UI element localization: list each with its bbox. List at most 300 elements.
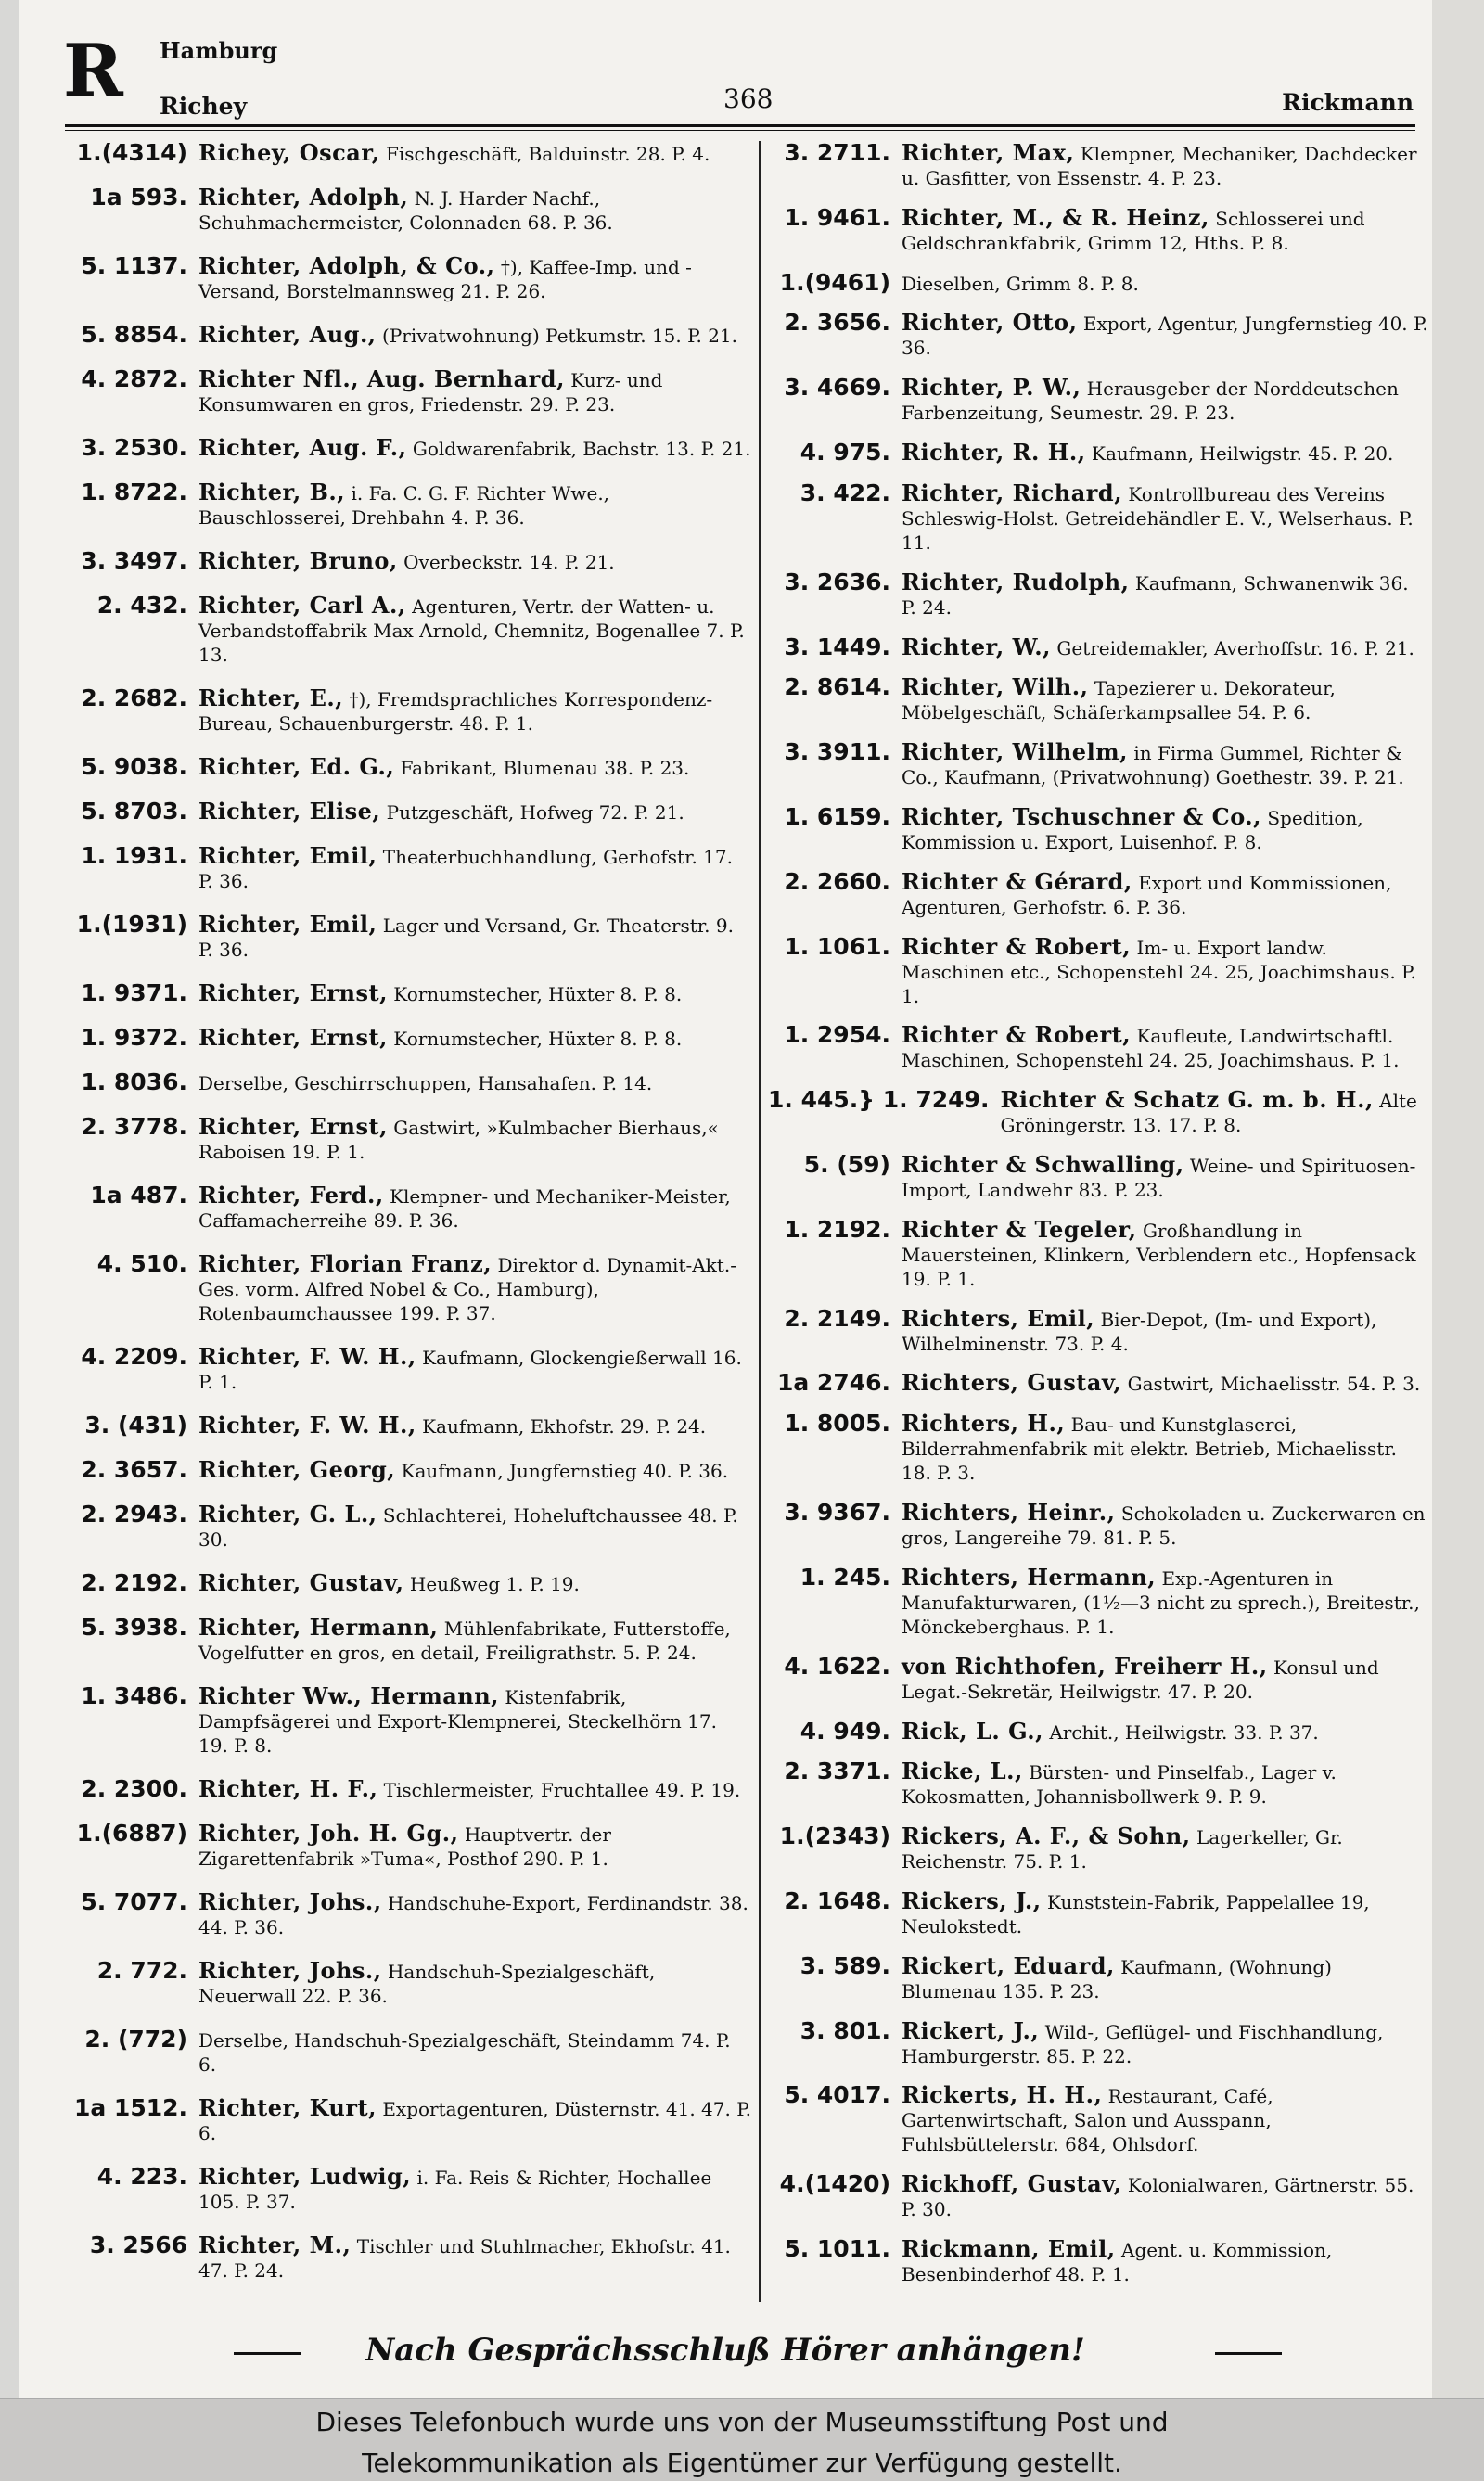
phone-number: 1. 8036.: [81, 1068, 187, 1095]
entry-body: [902, 1951, 1428, 2003]
directory-entry: [65, 1413, 751, 1439]
directory-entry: [65, 141, 751, 166]
subscriber-name: Richter Nfl., Aug. Bernhard,: [198, 365, 565, 392]
subscriber-details: Spedition, Kommission u. Export, Luisenhof. P. 8.: [902, 806, 1363, 853]
phone-number: 2. 772.: [96, 1957, 187, 1984]
subscriber-name: Richters, Hermann,: [902, 1563, 1157, 1591]
entry-body: [902, 1886, 1428, 1938]
phone-number: 1. 1931.: [81, 842, 187, 869]
directory-entry: [768, 1088, 1428, 1137]
directory-entry: [768, 1501, 1428, 1550]
phone-number: 1. 9372.: [81, 1024, 187, 1051]
subscriber-name: Richter, Kurt,: [198, 2094, 377, 2121]
subscriber-name: Richter, Max,: [902, 141, 1075, 166]
entry-body: [198, 367, 751, 416]
subscriber-name: Richter, F. W. H.,: [198, 1412, 416, 1439]
subscriber-name: Richter Ww., Hermann,: [198, 1682, 500, 1709]
entry-body: [902, 311, 1428, 360]
left-column: [65, 141, 751, 2302]
phone-number: 1. 8005.: [784, 1410, 890, 1438]
subscriber-name: Richter, Adolph, & Co.,: [198, 252, 495, 279]
phone-number: 1. 245.: [800, 1563, 890, 1591]
phone-number: 5. 7077.: [81, 1888, 187, 1915]
subscriber-details: Archit., Heilwigstr. 33. P. 37.: [1049, 1720, 1319, 1744]
subscriber-details: †), Kaffee-Imp. und -Versand, Borstelmannsweg 21. P. 26.: [198, 256, 692, 302]
entry-body: [198, 141, 751, 166]
subscriber-details: Schokoladen u. Zuckerwaren en gros, Langereihe 79. 81. P. 5.: [902, 1503, 1426, 1550]
subscriber-name: Richter, Adolph,: [198, 184, 409, 211]
phone-number: 5. (59): [803, 1151, 890, 1178]
subscriber-details: Handschuh-Spezialgeschäft, Neuerwall 22. P. 36.: [198, 1961, 656, 2007]
subscriber-name: Richter, Florian Franz,: [198, 1250, 493, 1277]
phone-number: 5. 1137.: [81, 252, 187, 279]
phone-number: 3. 2530.: [81, 434, 187, 461]
entry-body: [902, 740, 1428, 789]
subscriber-details: Kaufmann, (Wohnung) Blumenau 135. P. 23.: [902, 1955, 1332, 2002]
phone-number: 4. 949.: [800, 1717, 890, 1745]
subscriber-name: Richter, Richard,: [902, 479, 1123, 506]
subscriber-name: Richters, Heinr.,: [902, 1499, 1116, 1527]
subscriber-name: Richey, Oscar,: [198, 141, 380, 166]
subscriber-name: Richter, B.,: [198, 479, 346, 505]
subscriber-details: Heußweg 1. P. 19.: [409, 1573, 580, 1595]
entry-body: [198, 686, 751, 735]
entry-body: [198, 1503, 751, 1552]
directory-entry: [65, 1345, 751, 1394]
entry-body: [198, 185, 751, 235]
directory-entry: [768, 203, 1428, 255]
subscriber-details: Klempner- und Mechaniker-Meister, Caffamacherreihe 89. P. 36.: [198, 1185, 731, 1232]
entry-body: [198, 1959, 751, 2008]
subscriber-details: Direktor d. Dynamit-Akt.-Ges. vorm. Alfred Nobel & Co., Hamburg), Rotenbaumchaussee 199. P. 37.: [198, 1254, 736, 1324]
directory-entry: [768, 1824, 1428, 1874]
subscriber-details: Tapezierer u. Dekorateur, Möbelgeschäft, Schäferkampsallee 54. P. 6.: [902, 677, 1336, 724]
subscriber-name: Richters, Gustav,: [902, 1369, 1122, 1397]
subscriber-details: Fischgeschäft, Balduinstr. 28. P. 4.: [385, 143, 710, 165]
phone-number: 5. 9038.: [81, 753, 187, 780]
subscriber-name: Richter, Hermann,: [198, 1614, 439, 1641]
subscriber-name: Richters, Emil,: [902, 1304, 1095, 1332]
subscriber-details: Im- u. Export landw. Maschinen etc., Schopenstehl 24. 25, Joachimshaus. P. 1.: [902, 936, 1416, 1007]
phone-number: 2. (772): [84, 2026, 187, 2053]
subscriber-name: Richter, Emil,: [198, 911, 377, 938]
subscriber-details: Herausgeber der Norddeutschen Farbenzeitung, Seumestr. 29. P. 23.: [902, 377, 1399, 425]
subscriber-name: Richter, Ernst,: [198, 979, 388, 1006]
phone-number: 1. 1061.: [784, 932, 890, 960]
subscriber-name: Rickert, Eduard,: [902, 1951, 1115, 1979]
directory-entry: [65, 323, 751, 348]
directory-entry: [65, 185, 751, 235]
subscriber-name: Richter, Bruno,: [198, 547, 398, 574]
subscriber-details: Theaterbuchhandlung, Gerhofstr. 17. P. 36.: [198, 846, 733, 892]
entry-body: [198, 323, 751, 348]
subscriber-name: Richter & Gérard,: [902, 867, 1132, 895]
directory-entry: [768, 1412, 1428, 1485]
phone-number: 1. 2192.: [784, 1215, 890, 1243]
phone-number: 3. 2711.: [784, 141, 890, 166]
phone-number: 2. 3656.: [784, 309, 890, 337]
phone-number: 3. (431): [84, 1412, 187, 1439]
directory-entry: [768, 1951, 1428, 2003]
first-entry-guideword: Richey: [160, 93, 248, 120]
subscriber-name: Richter, Wilhelm,: [902, 738, 1128, 766]
entry-body: [902, 1153, 1428, 1202]
subscriber-name: Rickmann, Emil,: [902, 2235, 1116, 2262]
column-divider: [759, 141, 761, 2302]
phone-number: 2. 2300.: [81, 1775, 187, 1802]
phone-number: 5. 8703.: [81, 798, 187, 825]
entry-body: [198, 1890, 751, 1939]
subscriber-details: N. J. Harder Nachf., Schuhmachermeister, Colonnaden 68. P. 36.: [198, 187, 613, 234]
subscriber-details: Fabrikant, Blumenau 38. P. 23.: [400, 757, 690, 779]
entry-body: [902, 867, 1428, 919]
subscriber-name: Richter & Tegeler,: [902, 1215, 1137, 1243]
phone-number: 4.(1420): [779, 2170, 890, 2198]
subscriber-details: Klempner, Mechaniker, Dachdecker u. Gasfitter, von Essenstr. 4. P. 23.: [902, 143, 1417, 189]
subscriber-name: Richter, H. F.,: [198, 1775, 378, 1802]
subscriber-details: Overbeckstr. 14. P. 21.: [403, 551, 615, 573]
footer-dash-right: [1215, 2352, 1282, 2355]
phone-number: 3. 422.: [800, 479, 890, 506]
directory-entry: [65, 254, 751, 303]
entry-body: [198, 1571, 751, 1596]
directory-entry: [768, 932, 1428, 1008]
subscriber-details: Dieselben, Grimm 8. P. 8.: [902, 272, 1139, 295]
directory-entry: [768, 1153, 1428, 1202]
subscriber-details: Agenturen, Vertr. der Watten- u. Verbandstoffabrik Max Arnold, Chemnitz, Bogenallee 7. P. 13.: [198, 595, 745, 666]
entry-body: [198, 755, 751, 780]
entry-body: [902, 1412, 1428, 1485]
subscriber-name: Richter, P. W.,: [902, 374, 1081, 402]
subscriber-name: Richter, M.,: [198, 2232, 352, 2258]
phone-number: 1a 487.: [90, 1182, 187, 1209]
directory-entry: [65, 844, 751, 893]
subscriber-name: Richter, Georg,: [198, 1456, 396, 1483]
subscriber-details: Schlosserei und Geldschrankfabrik, Grimm 12, Hths. P. 8.: [902, 207, 1365, 254]
directory-entry: [65, 799, 751, 825]
directory-entry: [65, 436, 751, 461]
phone-number: 2. 3778.: [81, 1113, 187, 1140]
entry-body: [198, 2027, 751, 2077]
directory-entry: [768, 740, 1428, 789]
directory-entry: [65, 755, 751, 780]
subscriber-name: Richter, Ludwig,: [198, 2163, 412, 2190]
directory-entry: [768, 635, 1428, 660]
entry-body: [198, 480, 751, 530]
directory-entry: [65, 1183, 751, 1233]
subscriber-name: Richter, Wilh.,: [902, 673, 1089, 701]
phone-number: 4. 2209.: [81, 1343, 187, 1370]
directory-entry: [768, 2016, 1428, 2068]
entry-body: [902, 1371, 1428, 1396]
entry-body: [902, 1563, 1428, 1639]
subscriber-details: Schlachterei, Hoheluftchaussee 48. P. 30.: [198, 1504, 738, 1551]
subscriber-details: Agent. u. Kommission, Besenbinderhof 48. P. 1.: [902, 2239, 1333, 2285]
entry-body: [902, 1717, 1428, 1745]
subscriber-details: Derselbe, Handschuh-Spezialgeschäft, Steindamm 74. P. 6.: [198, 2029, 731, 2076]
subscriber-name: Richter & Robert,: [902, 1021, 1132, 1049]
city-name: Hamburg: [160, 37, 278, 64]
entry-body: [198, 981, 751, 1006]
entry-body: [902, 2237, 1428, 2286]
entry-body: [902, 635, 1428, 660]
phone-number: 3. 2566: [89, 2232, 187, 2258]
entry-body: [198, 1252, 751, 1325]
entry-body: [902, 1824, 1428, 1874]
entry-body: [198, 1413, 751, 1439]
subscriber-name: Richter, Aug. F.,: [198, 434, 407, 461]
subscriber-details: Hauptvertr. der Zigarettenfabrik »Tuma«, Posthof 290. P. 1.: [198, 1823, 611, 1870]
directory-entry: [65, 1959, 751, 2008]
subscriber-name: Richter, Elise,: [198, 798, 381, 825]
entry-body: [902, 271, 1428, 296]
subscriber-details: Handschuhe-Export, Ferdinandstr. 38. 44. P. 36.: [198, 1892, 748, 1938]
entry-body: [902, 1759, 1428, 1809]
directory-entry: [768, 867, 1428, 919]
directory-entry: [65, 1115, 751, 1164]
subscriber-details: Goldwarenfabrik, Bachstr. 13. P. 21.: [412, 438, 751, 460]
directory-entry: [768, 2172, 1428, 2221]
directory-entry: [65, 1026, 751, 1051]
subscriber-name: Richter, G. L.,: [198, 1501, 377, 1528]
right-column: [768, 141, 1428, 2302]
subscriber-details: Getreidemakler, Averhoffstr. 16. P. 21.: [1056, 636, 1414, 659]
subscriber-name: Richter & Robert,: [902, 932, 1132, 960]
directory-entry: [65, 1890, 751, 1939]
entry-body: [198, 844, 751, 893]
scan-margin: [1432, 0, 1484, 2398]
directory-entry: [768, 481, 1428, 555]
subscriber-details: Kolonialwaren, Gärtnerstr. 55. P. 30.: [902, 2174, 1414, 2221]
entry-body: [198, 799, 751, 825]
subscriber-name: Richter, Aug.,: [198, 321, 377, 348]
subscriber-name: Richter, Ed. G.,: [198, 753, 395, 780]
phone-number: 3. 3497.: [81, 547, 187, 574]
subscriber-details: Kaufleute, Landwirtschaftl. Maschinen, Schopenstehl 24. 25, Joachimshaus. P. 1.: [902, 1025, 1400, 1072]
phone-number: 2. 2192.: [81, 1569, 187, 1596]
entry-body: [902, 2083, 1428, 2156]
last-entry-guideword: Rickmann: [1282, 89, 1414, 116]
subscriber-name: Richters, H.,: [902, 1410, 1066, 1438]
directory-entry: [768, 1371, 1428, 1396]
subscriber-details: Kaufmann, Jungfernstieg 40. P. 36.: [401, 1460, 729, 1482]
entry-body: [198, 254, 751, 303]
subscriber-name: Rick, L. G.,: [902, 1717, 1043, 1745]
phone-number: 2. 432.: [96, 592, 187, 619]
subscriber-name: Richter, Johs.,: [198, 1957, 382, 1984]
directory-entry: [65, 2233, 751, 2283]
phone-number: 4. 223.: [96, 2163, 187, 2190]
phone-number: 3. 589.: [800, 1951, 890, 1979]
directory-entry: [65, 1503, 751, 1552]
phone-number: 4. 1622.: [784, 1652, 890, 1680]
directory-entry: [768, 311, 1428, 360]
subscriber-name: Richter, Otto,: [902, 309, 1078, 337]
subscriber-details: Tischlermeister, Fruchtallee 49. P. 19.: [383, 1779, 741, 1801]
phone-number: 2. 1648.: [784, 1886, 890, 1914]
phone-number: 1. 9461.: [784, 203, 890, 231]
entry-body: [198, 1777, 751, 1802]
subscriber-details: Exportagenturen, Düsternstr. 41. 47. P. 6.: [198, 2098, 751, 2144]
entry-body: [902, 570, 1428, 620]
subscriber-details: i. Fa. Reis & Richter, Hochallee 105. P. 37.: [198, 2167, 712, 2213]
directory-entry: [65, 1252, 751, 1325]
header-rule: [65, 124, 1415, 127]
entry-body: [902, 932, 1428, 1008]
directory-entry: [65, 2027, 751, 2077]
entry-body: [902, 1652, 1428, 1704]
directory-entry: [65, 1684, 751, 1758]
subscriber-name: Richter, Carl A.,: [198, 592, 406, 619]
entry-body: [198, 1458, 751, 1483]
directory-entry: [768, 441, 1428, 466]
subscriber-name: Richter, Tschuschner & Co.,: [902, 802, 1261, 830]
entry-body: [198, 1616, 751, 1665]
subscriber-details: Bürsten- und Pinselfab., Lager v. Kokosmatten, Johannisbollwerk 9. P. 9.: [902, 1761, 1337, 1809]
directory-entry: [65, 1458, 751, 1483]
entry-body: [198, 594, 751, 667]
subscriber-details: in Firma Gummel, Richter & Co., Kaufmann, (Privatwohnung) Goethestr. 39. P. 21.: [902, 742, 1404, 789]
phone-number: 3. 3911.: [784, 738, 890, 766]
subscriber-name: Ricke, L.,: [902, 1758, 1023, 1785]
subscriber-name: Richter, Rudolph,: [902, 568, 1130, 595]
subscriber-details: Gastwirt, Michaelisstr. 54. P. 3.: [1127, 1373, 1421, 1396]
phone-number: 1. 445.} 1. 7249.: [768, 1086, 990, 1114]
entry-body: [198, 1822, 751, 1871]
phone-number: 2. 2149.: [784, 1304, 890, 1332]
banner-line-2: Telekommunikation als Eigentümer zur Verfügung gestellt.: [362, 2448, 1122, 2478]
entry-body: [902, 2016, 1428, 2068]
subscriber-name: Richter, Ernst,: [198, 1024, 388, 1051]
phone-number: 3. 801.: [800, 2016, 890, 2044]
subscriber-name: Richter, Ernst,: [198, 1113, 388, 1140]
phone-number: 1. 6159.: [784, 802, 890, 830]
subscriber-details: Großhandlung in Mauersteinen, Klinkern, Verblendern etc., Hopfensack 19. P. 1.: [902, 1219, 1416, 1290]
phone-number: 3. 9367.: [784, 1499, 890, 1527]
entry-body: [902, 481, 1428, 555]
subscriber-details: i. Fa. C. G. F. Richter Wwe., Bauschlosserei, Drehbahn 4. P. 36.: [198, 482, 610, 529]
directory-entry: [768, 1023, 1428, 1072]
entry-body: [198, 1026, 751, 1051]
entry-body: [902, 376, 1428, 425]
entry-body: [198, 913, 751, 962]
entry-body: [198, 2165, 751, 2214]
subscriber-name: Richter, R. H.,: [902, 439, 1086, 467]
page-number: 368: [723, 83, 774, 114]
subscriber-details: (Privatwohnung) Petkumstr. 15. P. 21.: [382, 325, 738, 347]
directory-entry: [768, 268, 1428, 296]
header-rule-thin: [65, 130, 1415, 131]
entry-body: [902, 441, 1428, 466]
subscriber-details: Wild-, Geflügel- und Fischhandlung, Hamburgerstr. 85. P. 22.: [902, 2020, 1384, 2067]
entry-body: [1000, 1088, 1428, 1137]
subscriber-name: von Richthofen, Freiherr H.,: [902, 1652, 1268, 1680]
directory-entry: [768, 675, 1428, 724]
subscriber-details: Kistenfabrik, Dampfsägerei und Export-Klempnerei, Steckelhörn 17. 19. P. 8.: [198, 1686, 717, 1757]
subscriber-name: Richter & Schwalling,: [902, 1151, 1184, 1178]
phone-number: 5. 3938.: [81, 1614, 187, 1641]
entry-body: [902, 1501, 1428, 1550]
directory-entry: [768, 1652, 1428, 1704]
subscriber-name: Rickhoff, Gustav,: [902, 2170, 1122, 2198]
subscriber-details: Weine- und Spirituosen-Import, Landwehr 83. P. 23.: [902, 1155, 1416, 1201]
directory-entry: [65, 1070, 751, 1095]
directory-entry: [65, 1822, 751, 1871]
directory-entry: [768, 1304, 1428, 1356]
footer-slogan: Nach Gesprächsschluß Hörer anhängen!: [365, 2332, 1085, 2369]
directory-entry: [65, 981, 751, 1006]
entry-body: [198, 2096, 751, 2145]
entry-body: [902, 675, 1428, 724]
phone-number: 2. 3371.: [784, 1758, 890, 1785]
subscriber-details: Putzgeschäft, Hofweg 72. P. 21.: [386, 801, 684, 824]
subscriber-details: Konsul und Legat.-Sekretär, Heilwigstr. 47. P. 20.: [902, 1656, 1379, 1703]
entry-body: [198, 1345, 751, 1394]
directory-entry: [65, 1571, 751, 1596]
directory-entry: [65, 913, 751, 962]
directory-entry: [65, 367, 751, 416]
directory-entry: [65, 549, 751, 574]
phone-number: 3. 4669.: [784, 374, 890, 402]
subscriber-details: Kornumstecher, Hüxter 8. P. 8.: [393, 1028, 683, 1050]
subscriber-details: †), Fremdsprachliches Korrespondenz-Bureau, Schauenburgerstr. 48. P. 1.: [198, 688, 713, 735]
entry-body: [198, 1684, 751, 1758]
directory-page: [19, 0, 1432, 2398]
phone-number: 2. 8614.: [784, 673, 890, 701]
subscriber-name: Rickers, A. F., & Sohn,: [902, 1822, 1191, 1850]
entry-body: [902, 141, 1428, 190]
phone-number: 1a 593.: [90, 184, 187, 211]
subscriber-name: Richter, W.,: [902, 633, 1052, 660]
subscriber-details: Derselbe, Geschirrschuppen, Hansahafen. P. 14.: [198, 1072, 653, 1094]
phone-number: 1. 2954.: [784, 1021, 890, 1049]
directory-entry: [768, 141, 1428, 190]
subscriber-details: Restaurant, Café, Gartenwirtschaft, Salon und Ausspann, Fuhlsbüttelerstr. 684, Ohlsdorf.: [902, 2085, 1273, 2156]
subscriber-details: Bier-Depot, (Im- und Export), Wilhelminenstr. 73. P. 4.: [902, 1308, 1377, 1355]
directory-entry: [768, 1215, 1428, 1291]
entry-body: [198, 1115, 751, 1164]
subscriber-details: Lagerkeller, Gr. Reichenstr. 75. P. 1.: [902, 1826, 1343, 1874]
entry-body: [198, 1183, 751, 1233]
section-letter: R: [63, 29, 123, 113]
entry-body: [198, 549, 751, 574]
phone-number: 1a 2746.: [776, 1369, 890, 1397]
subscriber-name: Richter & Schatz G. m. b. H.,: [1000, 1086, 1374, 1114]
phone-number: 1a 1512.: [73, 2094, 187, 2121]
directory-entry: [768, 2083, 1428, 2156]
subscriber-name: Rickert, J.,: [902, 2016, 1040, 2044]
directory-entry: [65, 1777, 751, 1802]
directory-entry: [65, 594, 751, 667]
phone-number: 2. 3657.: [81, 1456, 187, 1483]
subscriber-details: Export, Agentur, Jungfernstieg 40. P. 36.: [902, 313, 1428, 360]
phone-number: 5. 1011.: [784, 2235, 890, 2262]
directory-entry: [65, 1616, 751, 1665]
phone-number: 5. 8854.: [81, 321, 187, 348]
subscriber-name: Richter, Johs.,: [198, 1888, 382, 1915]
phone-number: 4. 510.: [96, 1250, 187, 1277]
subscriber-details: Kaufmann, Glockengießerwall 16. P. 1.: [198, 1347, 742, 1393]
banner-line-1: Dieses Telefonbuch wurde uns von der Museumsstiftung Post und: [315, 2407, 1169, 2437]
phone-number: 1. 8722.: [81, 479, 187, 505]
subscriber-details: Alte Gröningerstr. 13. 17. P. 8.: [1000, 1090, 1417, 1137]
phone-number: 1.(6887): [76, 1820, 187, 1847]
directory-entry: [768, 376, 1428, 425]
phone-number: 3. 2636.: [784, 568, 890, 595]
phone-number: 1.(1931): [76, 911, 187, 938]
subscriber-name: Richter, Gustav,: [198, 1569, 404, 1596]
subscriber-details: Bau- und Kunstglaserei, Bilderrahmenfabrik mit elektr. Betrieb, Michaelisstr. 18. P. 3.: [902, 1413, 1398, 1485]
